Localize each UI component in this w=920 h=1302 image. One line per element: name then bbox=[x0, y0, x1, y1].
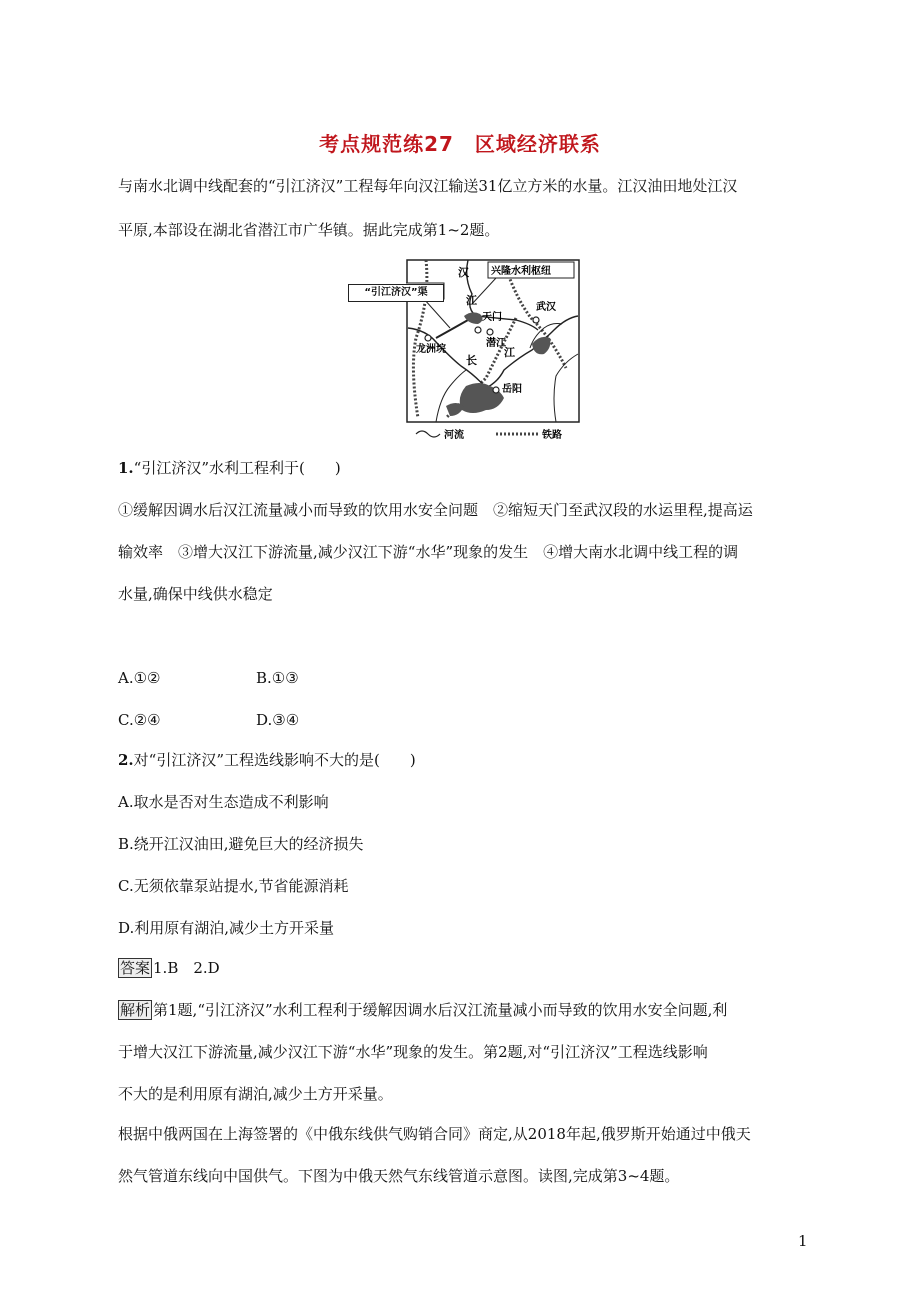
tianmen-marker bbox=[475, 327, 481, 333]
q1-stem-line bbox=[118, 458, 808, 478]
analysis-line-3: 不大的是利用原有湖泊,减少土方开采量。 bbox=[118, 1085, 393, 1103]
label-yueyang: 岳阳 bbox=[502, 384, 522, 395]
analysis-text-1: 第1题,“引江济汉”水利工程利于缓解因调水后汉江流量减小而导致的饮用水安全问题,利 bbox=[153, 1001, 728, 1019]
analysis-line-1 bbox=[118, 1000, 808, 1020]
q2-option-c: C.无须依靠泵站提水,节省能源消耗 bbox=[118, 877, 349, 895]
label-qianjiang: 潜江 bbox=[486, 338, 506, 349]
intro2-line-2: 然气管道东线向中国供气。下图为中俄天然气东线管道示意图。读图,完成第3~4题。 bbox=[118, 1167, 680, 1185]
q1-items-line-3: 水量,确保中线供水稳定 bbox=[118, 585, 273, 603]
q2-option-b: B.绕开江汉油田,避免巨大的经济损失 bbox=[118, 835, 364, 853]
yueyang-marker bbox=[493, 387, 499, 393]
q2-stem-line bbox=[118, 750, 808, 770]
q1-option-d: D.③④ bbox=[256, 711, 300, 729]
q2-number: 2. bbox=[118, 751, 134, 769]
label-wuhan: 武汉 bbox=[536, 302, 556, 313]
q1-stem: “引江济汉”水利工程利于( ) bbox=[133, 459, 341, 477]
intro2-line-1: 根据中俄两国在上海签署的《中俄东线供气购销合同》商定,从2018年起,俄罗斯开始通过中俄天 bbox=[118, 1125, 751, 1143]
label-canal: “引江济汉”渠 bbox=[348, 284, 444, 302]
label-tianmen: 天门 bbox=[482, 312, 502, 323]
q2-option-a: A.取水是否对生态造成不利影响 bbox=[118, 793, 329, 811]
page-title: 考点规范练27 区域经济联系 bbox=[319, 132, 601, 156]
answer-tag: 答案 bbox=[120, 959, 151, 977]
intro-line-1: 与南水北调中线配套的“引江济汉”工程每年向汉江输送31亿立方米的水量。江汉油田地处江汉 bbox=[118, 177, 738, 195]
label-xinglong: 兴隆水利枢纽 bbox=[491, 266, 551, 277]
label-chang: 长 bbox=[466, 354, 477, 367]
label-jiang2: 江 bbox=[504, 346, 515, 359]
q2-option-d: D.利用原有湖泊,减少土方开采量 bbox=[118, 919, 335, 937]
label-han: 汉 bbox=[458, 266, 469, 279]
q1-items-line-2: 输效率 ③增大汉江下游流量,减少汉江下游“水华”现象的发生 ④增大南水北调中线工程的调 bbox=[118, 543, 739, 561]
q1-option-c: C.②④ bbox=[118, 711, 161, 729]
answer-text: 1.B 2.D bbox=[153, 959, 220, 977]
legend-river: 河流 bbox=[444, 430, 464, 441]
legend-river-symbol bbox=[416, 431, 440, 437]
label-longzhou: 龙洲垸 bbox=[416, 344, 446, 355]
qianjiang-marker bbox=[487, 329, 493, 335]
analysis-tag: 解析 bbox=[120, 1001, 151, 1019]
intro-line-2: 平原,本部设在湖北省潜江市广华镇。据此完成第1~2题。 bbox=[118, 221, 500, 239]
analysis-line-2: 于增大汉江下游流量,减少汉江下游“水华”现象的发生。第2题,对“引江济汉”工程选线影响 bbox=[118, 1043, 708, 1061]
q1-items-line-1: ①缓解因调水后汉江流量减小而导致的饮用水安全问题 ②缩短天门至武汉段的水运里程,提高运 bbox=[118, 501, 753, 519]
longzhou-marker bbox=[425, 335, 431, 341]
page-number: 1 bbox=[798, 1232, 808, 1250]
wuhan-marker bbox=[533, 317, 539, 323]
label-jiang: 江 bbox=[466, 294, 477, 307]
q1-option-a: A.①② bbox=[118, 669, 161, 687]
q2-stem: 对“引江济汉”工程选线影响不大的是( ) bbox=[133, 751, 416, 769]
answer-line bbox=[118, 958, 808, 978]
legend-railway: 铁路 bbox=[542, 430, 562, 441]
q1-number: 1. bbox=[118, 459, 134, 477]
q1-option-b: B.①③ bbox=[256, 669, 299, 687]
